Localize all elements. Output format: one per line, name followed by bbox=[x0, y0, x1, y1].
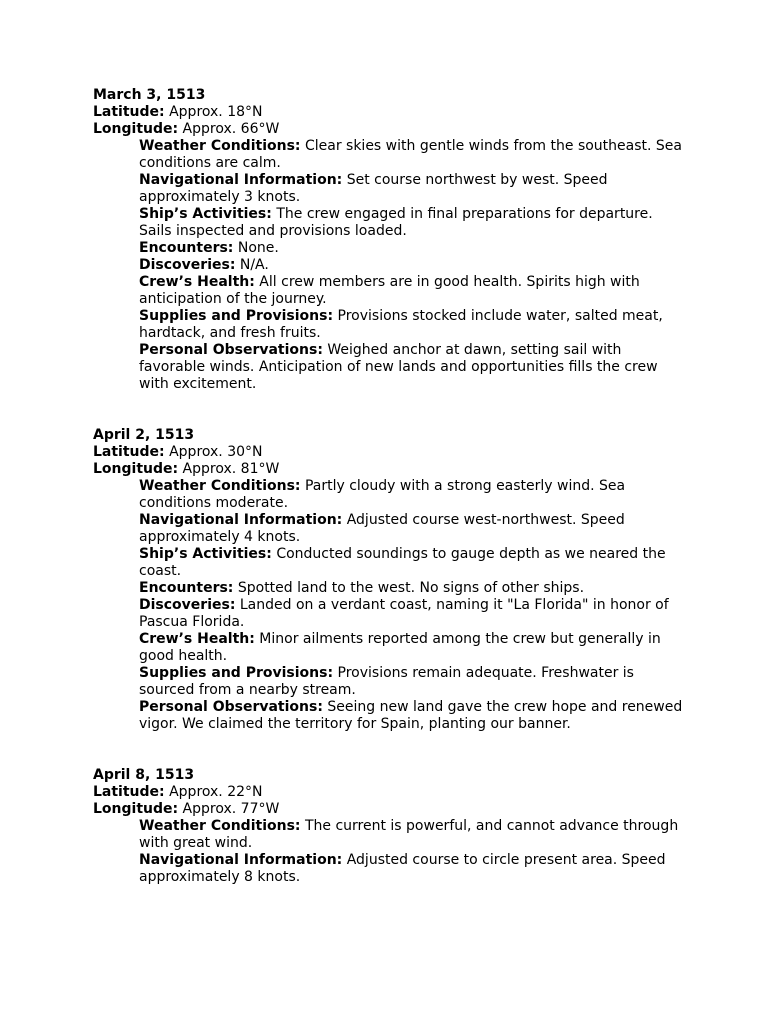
field-value: Conducted soundings to gauge depth as we neared the coast. bbox=[139, 546, 666, 579]
entry-date: March 3, 1513 bbox=[93, 87, 206, 103]
encounters-field bbox=[139, 240, 683, 257]
longitude-value: Approx. 66°W bbox=[178, 121, 280, 137]
field-value: The crew engaged in final preparations for departure. Sails inspected and provisions loaded. bbox=[139, 206, 653, 239]
log-entry bbox=[93, 427, 693, 733]
personal-observations-field bbox=[139, 699, 683, 733]
field-label: Supplies and Provisions: bbox=[139, 665, 334, 681]
field-value: Adjusted course west-northwest. Speed approximately 4 knots. bbox=[139, 512, 625, 545]
latitude-label: Latitude: bbox=[93, 104, 165, 120]
personal-observations-field bbox=[139, 342, 683, 393]
navigation-field bbox=[139, 512, 683, 546]
field-value: N/A. bbox=[235, 257, 269, 273]
field-label: Encounters: bbox=[139, 580, 234, 596]
field-label: Weather Conditions: bbox=[139, 478, 301, 494]
field-label: Supplies and Provisions: bbox=[139, 308, 334, 324]
field-label: Weather Conditions: bbox=[139, 818, 301, 834]
field-value: Minor ailments reported among the crew but generally in good health. bbox=[139, 631, 661, 664]
latitude-value: Approx. 22°N bbox=[164, 784, 263, 800]
discoveries-field bbox=[139, 597, 683, 631]
field-value: Provisions remain adequate. Freshwater is sourced from a nearby stream. bbox=[139, 665, 634, 698]
latitude-value: Approx. 30°N bbox=[164, 444, 263, 460]
field-label: Navigational Information: bbox=[139, 512, 343, 528]
navigation-field bbox=[139, 852, 683, 886]
field-value: Clear skies with gentle winds from the southeast. Sea conditions are calm. bbox=[139, 138, 682, 171]
weather-field bbox=[139, 138, 683, 172]
latitude-label: Latitude: bbox=[93, 444, 165, 460]
field-value: Adjusted course to circle present area. Speed approximately 8 knots. bbox=[139, 852, 666, 885]
field-label: Navigational Information: bbox=[139, 172, 343, 188]
log-entry bbox=[93, 87, 693, 393]
longitude-label: Longitude: bbox=[93, 461, 179, 477]
longitude-line bbox=[93, 461, 693, 478]
field-value: Landed on a verdant coast, naming it "La Florida" in honor of Pascua Florida. bbox=[139, 597, 669, 630]
longitude-label: Longitude: bbox=[93, 801, 179, 817]
navigation-field bbox=[139, 172, 683, 206]
field-label: Weather Conditions: bbox=[139, 138, 301, 154]
field-value: Set course northwest by west. Speed approximately 3 knots. bbox=[139, 172, 608, 205]
field-label: Discoveries: bbox=[139, 257, 236, 273]
supplies-field bbox=[139, 308, 683, 342]
entry-details bbox=[93, 818, 683, 886]
longitude-label: Longitude: bbox=[93, 121, 179, 137]
latitude-line bbox=[93, 444, 693, 461]
field-value: Seeing new land gave the crew hope and renewed vigor. We claimed the territory for Spain, planting our banner. bbox=[139, 699, 683, 732]
log-entry bbox=[93, 767, 693, 886]
latitude-label: Latitude: bbox=[93, 784, 165, 800]
field-label: Crew’s Health: bbox=[139, 631, 255, 647]
field-value: Spotted land to the west. No signs of other ships. bbox=[233, 580, 585, 596]
entry-date: April 8, 1513 bbox=[93, 767, 195, 783]
activities-field bbox=[139, 206, 683, 240]
latitude-line bbox=[93, 104, 693, 121]
encounters-field bbox=[139, 580, 683, 597]
weather-field bbox=[139, 818, 683, 852]
activities-field bbox=[139, 546, 683, 580]
entry-details bbox=[93, 138, 683, 393]
entry-date: April 2, 1513 bbox=[93, 427, 195, 443]
field-label: Navigational Information: bbox=[139, 852, 343, 868]
field-value: All crew members are in good health. Spirits high with anticipation of the journey. bbox=[139, 274, 640, 307]
latitude-value: Approx. 18°N bbox=[164, 104, 263, 120]
field-label: Encounters: bbox=[139, 240, 234, 256]
field-label: Personal Observations: bbox=[139, 699, 323, 715]
latitude-line bbox=[93, 784, 693, 801]
longitude-line bbox=[93, 801, 693, 818]
longitude-value: Approx. 77°W bbox=[178, 801, 280, 817]
supplies-field bbox=[139, 665, 683, 699]
field-value: Provisions stocked include water, salted meat, hardtack, and fresh fruits. bbox=[139, 308, 663, 341]
field-label: Personal Observations: bbox=[139, 342, 323, 358]
field-value: The current is powerful, and cannot advance through with great wind. bbox=[139, 818, 679, 851]
crew-health-field bbox=[139, 274, 683, 308]
field-label: Discoveries: bbox=[139, 597, 236, 613]
field-value: Partly cloudy with a strong easterly wind. Sea conditions moderate. bbox=[139, 478, 626, 511]
discoveries-field bbox=[139, 257, 683, 274]
longitude-line bbox=[93, 121, 693, 138]
field-value: Weighed anchor at dawn, setting sail with favorable winds. Anticipation of new lands and opportunities fills the crew with excitement. bbox=[139, 342, 658, 392]
weather-field bbox=[139, 478, 683, 512]
field-label: Ship’s Activities: bbox=[139, 206, 272, 222]
field-label: Ship’s Activities: bbox=[139, 546, 272, 562]
longitude-value: Approx. 81°W bbox=[178, 461, 280, 477]
entry-details bbox=[93, 478, 683, 733]
field-value: None. bbox=[233, 240, 279, 256]
log-document bbox=[93, 87, 693, 886]
crew-health-field bbox=[139, 631, 683, 665]
field-label: Crew’s Health: bbox=[139, 274, 255, 290]
